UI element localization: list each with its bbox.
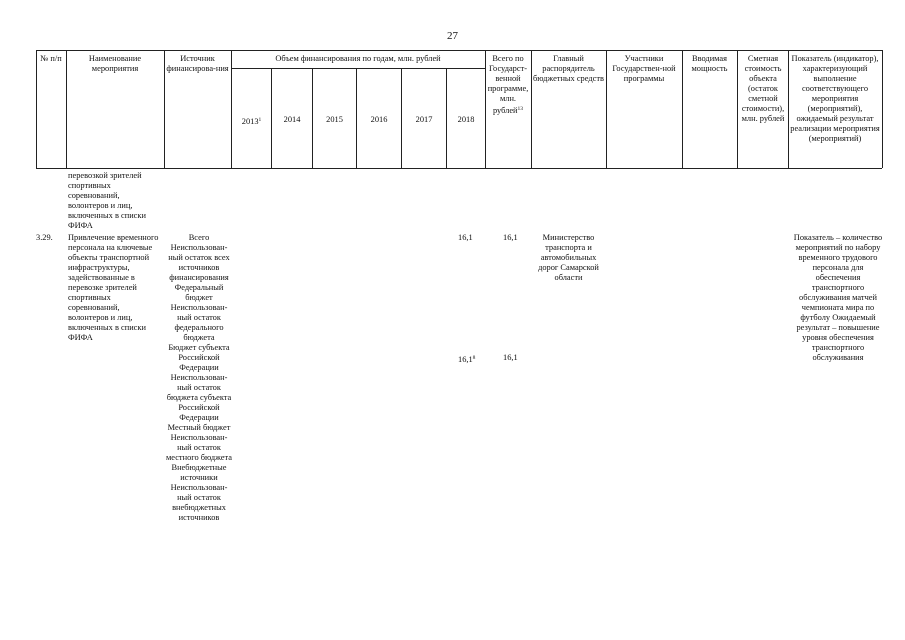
source-federal: Федеральный бюджет — [174, 283, 224, 302]
header-source: Источник финансирова-ния — [166, 54, 229, 73]
header-participants: Участники Государствен-ной программы — [612, 54, 676, 83]
source-unused-extrabudgetary: Неиспользован-ный остаток внебюджетных источников — [170, 483, 228, 522]
source-unused-regional: Неиспользован-ный остаток бюджета субъекта Российской Федерации — [166, 373, 232, 422]
source-unused-all: Неиспользован-ный остаток всех источников финансирования — [168, 243, 230, 282]
header-manager: Главный распорядитель бюджетных средств — [533, 54, 604, 83]
value-all-total: 16,1 — [503, 233, 518, 242]
row-indicator: Показатель – количество мероприятий по набору временного трудового персонала для обеспечения транспортного обслуживания матчей чемпионата мира по футболу Ожидаемый результат – повышение уровня обеспечения транспортного обслуживания — [793, 233, 883, 362]
source-total: Всего — [188, 233, 210, 242]
source-unused-federal: Неиспользован-ный остаток федерального бюджета — [170, 303, 228, 342]
row-number: 3.29. — [36, 233, 53, 242]
header-year-2013: 2013$^1$ — [241, 117, 262, 126]
row-sources — [165, 233, 233, 523]
header-cost: Сметная стоимость объекта (остаток сметной стоимости), млн. рублей — [741, 54, 785, 123]
year-2013-footnote: 1 — [258, 117, 262, 123]
header-year-2014: 2014 — [283, 115, 301, 124]
source-extrabudgetary: Внебюджетные источники — [171, 463, 227, 482]
header-year-2016: 2016 — [370, 115, 388, 124]
header-year-2017: 2017 — [415, 115, 433, 124]
page-number: 27 — [447, 30, 458, 42]
value-2018-total: 16,1 — [458, 233, 473, 242]
header-name: Наименование мероприятия — [88, 54, 142, 73]
total-footnote: 13 — [517, 106, 524, 112]
header-num: № п/п — [40, 54, 62, 63]
header-total: Всего по Государст-венной программе, млн. рублей$^{13}$ — [487, 54, 529, 115]
row-manager: Министерство транспорта и автомобильных дорог Самарской области — [538, 233, 599, 282]
regional-footnote: 8 — [472, 355, 476, 361]
header-indicator: Показатель (индикатор), характеризующий выполнение соответствующего мероприятия (мероприятий), ожидаемый результат реализации мероприятия (мероприятий) — [790, 54, 880, 143]
value-all-regional: 16,1 — [503, 353, 518, 362]
carryover-name: перевозкой зрителей спортивных соревнований, волонтеров и лиц, включенных в списки ФИФА — [68, 171, 146, 230]
source-unused-local: Неиспользован-ный остаток местного бюджета — [165, 433, 232, 462]
source-regional: Бюджет субъекта Российской Федерации — [168, 343, 230, 372]
header-year-2018: 2018 — [457, 115, 475, 124]
value-2018-regional: 16,1$^8$ — [458, 355, 476, 364]
source-local: Местный бюджет — [167, 423, 231, 432]
header-funding-group: Объем финансирования по годам, млн. рублей — [275, 54, 441, 63]
row-name: Привлечение временного персонала на ключевые объекты транспортной инфраструктуры, задействованные в перевозке зрителей спортивных соревнований, волонтеров и лиц, включенных в списки ФИФА — [68, 233, 159, 342]
header-capacity: Вводимая мощность — [691, 54, 728, 73]
header-year-2015: 2015 — [326, 115, 343, 124]
